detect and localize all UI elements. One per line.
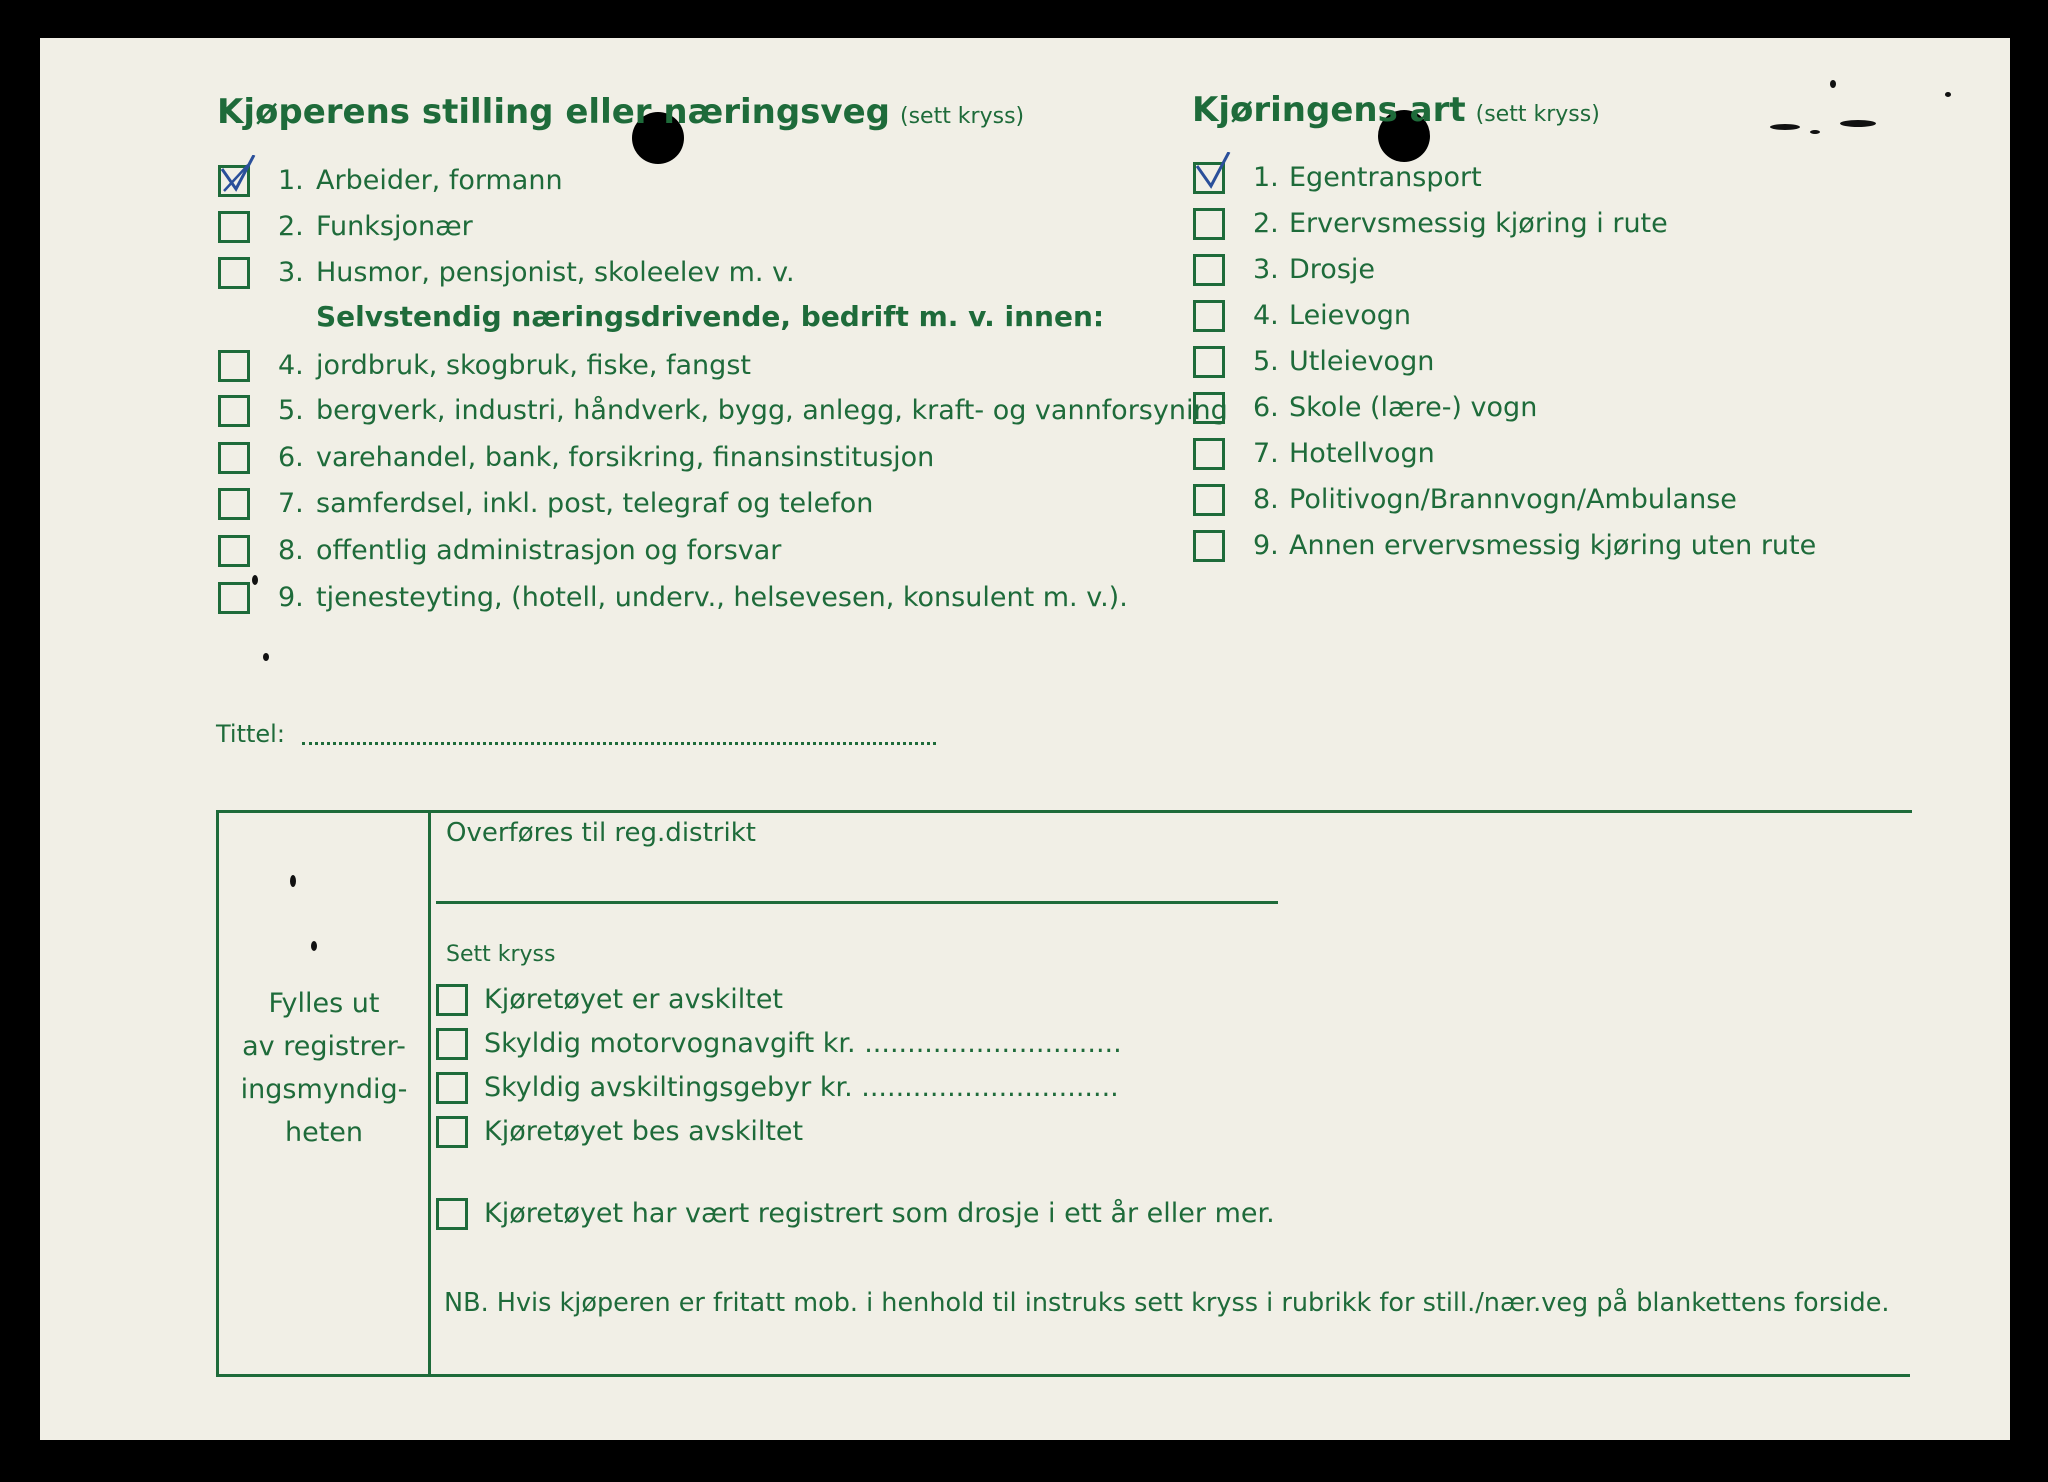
bottom-check-2[interactable]: Skyldig motorvognavgift kr. .............................. [436, 1026, 1336, 1066]
checkbox[interactable] [218, 535, 250, 567]
left-item-5[interactable]: 5. bergverk, industri, håndverk, bygg, anlegg, kraft- og vannforsyning [218, 393, 1218, 433]
transfer-field-line[interactable] [436, 901, 1278, 904]
right-item-9[interactable]: 9. Annen ervervsmessig kjøring uten rute [1193, 528, 1893, 568]
form-paper [40, 38, 2010, 1440]
right-item-1[interactable]: 1. Egentransport [1193, 160, 1893, 200]
bottom-check-1[interactable]: Kjøretøyet er avskiltet [436, 982, 1336, 1022]
checkbox[interactable] [436, 1072, 468, 1104]
right-item-5[interactable]: 5. Utleievogn [1193, 344, 1893, 384]
left-item-4[interactable]: 4. jordbruk, skogbruk, fiske, fangst [218, 348, 1218, 388]
checkbox[interactable] [218, 582, 250, 614]
left-item-1[interactable]: 1. Arbeider, formann [218, 163, 978, 203]
transfer-label: Overføres til reg.distrikt [446, 818, 756, 848]
check-mark-icon [1193, 152, 1237, 200]
taxi-check[interactable]: Kjøretøyet har vært registrert som drosje i ett år eller mer. [436, 1196, 1536, 1236]
bottom-box-divider [428, 810, 431, 1374]
checkbox[interactable] [1193, 438, 1225, 470]
bottom-box-bottom-line [216, 1374, 1910, 1377]
bottom-check-4[interactable]: Kjøretøyet bes avskiltet [436, 1114, 1336, 1154]
left-item-6[interactable]: 6. varehandel, bank, forsikring, finansinstitusjon [218, 440, 1218, 480]
checkbox[interactable] [1193, 208, 1225, 240]
checkbox[interactable] [218, 350, 250, 382]
title-field[interactable] [302, 742, 936, 745]
checkbox[interactable] [436, 1116, 468, 1148]
nb-text: NB. Hvis kjøperen er fritatt mob. i henhold til instruks sett kryss i rubrikk for still./nær.veg på blankettens forside. [444, 1288, 1890, 1318]
right-item-2[interactable]: 2. Ervervsmessig kjøring i rute [1193, 206, 1893, 246]
checkbox[interactable] [1193, 346, 1225, 378]
left-item-9[interactable]: 9. tjenesteyting, (hotell, underv., helsevesen, konsulent m. v.). [218, 580, 1218, 620]
checkbox[interactable] [1193, 300, 1225, 332]
checkbox[interactable] [436, 1198, 468, 1230]
checkbox[interactable] [218, 257, 250, 289]
checkbox[interactable] [1193, 254, 1225, 286]
check-mark-icon [218, 155, 262, 203]
right-heading: Kjøringens art (sett kryss) [1192, 90, 1600, 130]
title-label: Tittel: [216, 720, 285, 748]
bottom-box-top-line [216, 810, 1912, 813]
right-item-7[interactable]: 7. Hotellvogn [1193, 436, 1893, 476]
left-item-7[interactable]: 7. samferdsel, inkl. post, telegraf og telefon [218, 486, 1218, 526]
left-item-2[interactable]: 2. Funksjonær [218, 209, 978, 249]
left-item-3[interactable]: 3. Husmor, pensjonist, skoleelev m. v. [218, 255, 978, 295]
right-item-3[interactable]: 3. Drosje [1193, 252, 1893, 292]
checkbox[interactable] [1193, 484, 1225, 516]
checkbox[interactable] [436, 1028, 468, 1060]
checkbox[interactable] [218, 488, 250, 520]
bottom-box-left-line [216, 810, 219, 1376]
left-heading: Kjøperens stilling eller næringsveg (sett kryss) [217, 92, 1025, 132]
checkbox[interactable] [218, 442, 250, 474]
left-item-8[interactable]: 8. offentlig administrasjon og forsvar [218, 533, 1218, 573]
right-item-6[interactable]: 6. Skole (lære-) vogn [1193, 390, 1893, 430]
right-item-8[interactable]: 8. Politivogn/Brannvogn/Ambulanse [1193, 482, 1893, 522]
checkbox[interactable] [1193, 392, 1225, 424]
side-label: Fylles ut av registrer- ingsmyndig- heten [240, 988, 408, 1148]
sett-kryss-label: Sett kryss [446, 942, 556, 967]
left-subheading: Selvstendig næringsdrivende, bedrift m. v. innen: [316, 300, 1105, 333]
checkbox[interactable] [436, 984, 468, 1016]
checkbox[interactable] [218, 395, 250, 427]
checkbox[interactable] [1193, 530, 1225, 562]
bottom-check-3[interactable]: Skyldig avskiltingsgebyr kr. .............................. [436, 1070, 1336, 1110]
right-item-4[interactable]: 4. Leievogn [1193, 298, 1893, 338]
checkbox[interactable] [218, 211, 250, 243]
